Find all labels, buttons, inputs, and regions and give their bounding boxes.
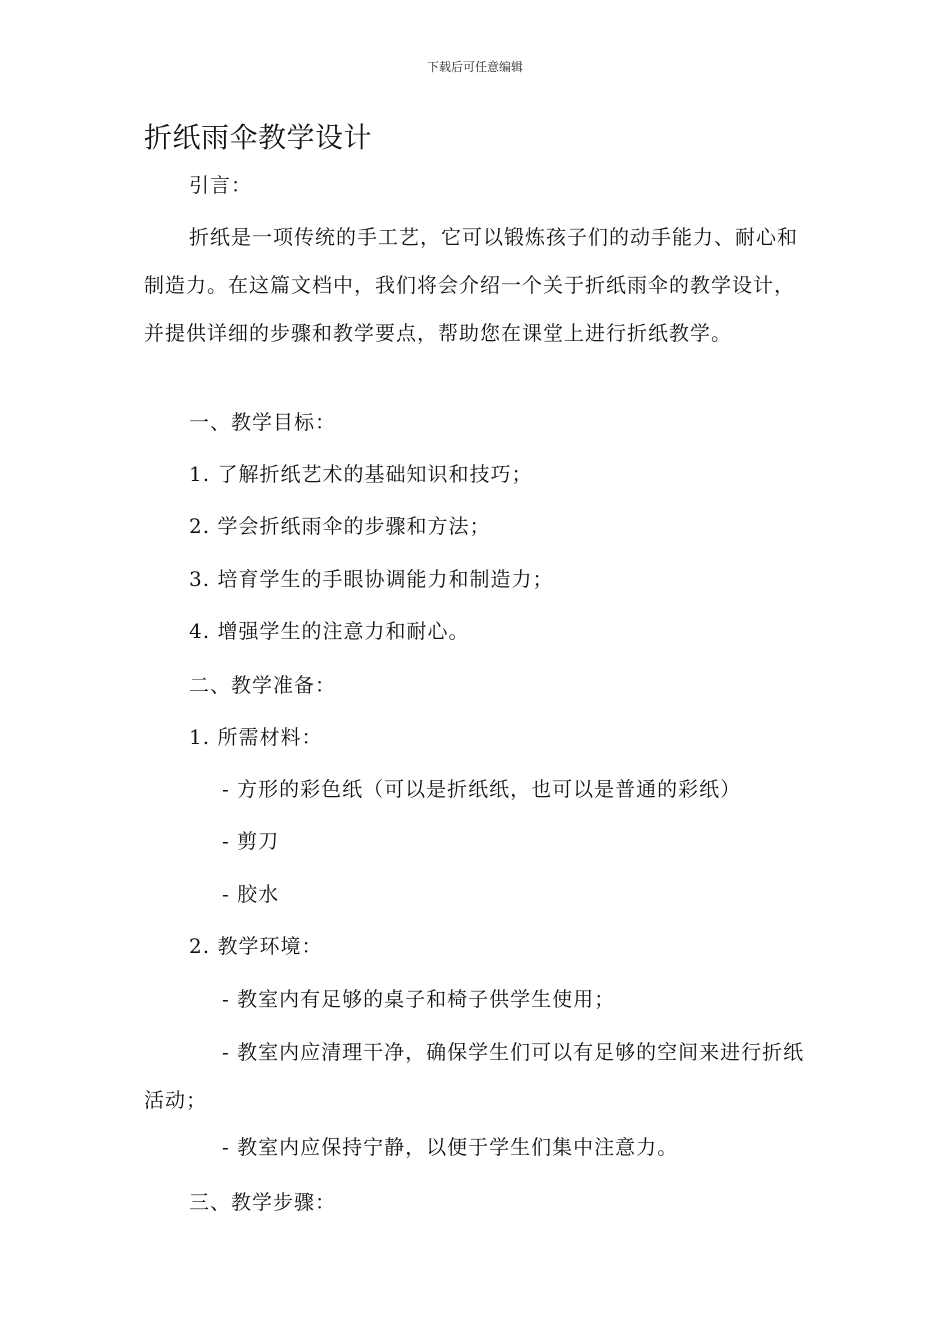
section-heading-preparation: 二、教学准备： (189, 673, 336, 697)
material-item: - 剪刀 (222, 829, 280, 853)
material-item: - 方形的彩色纸（可以是折纸纸，也可以是普通的彩纸） (222, 777, 742, 801)
goal-item: 1. 了解折纸艺术的基础知识和技巧； (189, 462, 533, 486)
section-heading-steps: 三、教学步骤： (189, 1190, 336, 1214)
environment-item: - 教室内应保持宁静，以便于学生们集中注意力。 (222, 1135, 679, 1159)
goal-item: 2. 学会折纸雨伞的步骤和方法； (189, 514, 491, 538)
materials-heading: 1. 所需材料： (189, 725, 323, 749)
section-heading-goals: 一、教学目标： (189, 410, 336, 434)
goal-item: 3. 培育学生的手眼协调能力和制造力； (189, 567, 554, 591)
document-title: 折纸雨伞教学设计 (144, 121, 373, 154)
header-note: 下载后可任意编辑 (426, 60, 523, 74)
goal-item: 4. 增强学生的注意力和耐心。 (189, 619, 470, 643)
environment-item: - 教室内有足够的桌子和椅子供学生使用； (222, 987, 616, 1011)
intro-label: 引言： (189, 173, 252, 197)
environment-heading: 2. 教学环境： (189, 934, 323, 958)
material-item: - 胶水 (222, 882, 280, 906)
environment-item: - 教室内应清理干净，确保学生们可以有足够的空间来进行折纸活动； (144, 1040, 805, 1112)
intro-paragraph: 折纸是一项传统的手工艺，它可以锻炼孩子们的动手能力、耐心和制造力。在这篇文档中，我们将会介绍一个关于折纸雨伞的教学设计，并提供详细的步骤和教学要点，帮助您在课堂上进行折纸教学。 (144, 225, 798, 345)
